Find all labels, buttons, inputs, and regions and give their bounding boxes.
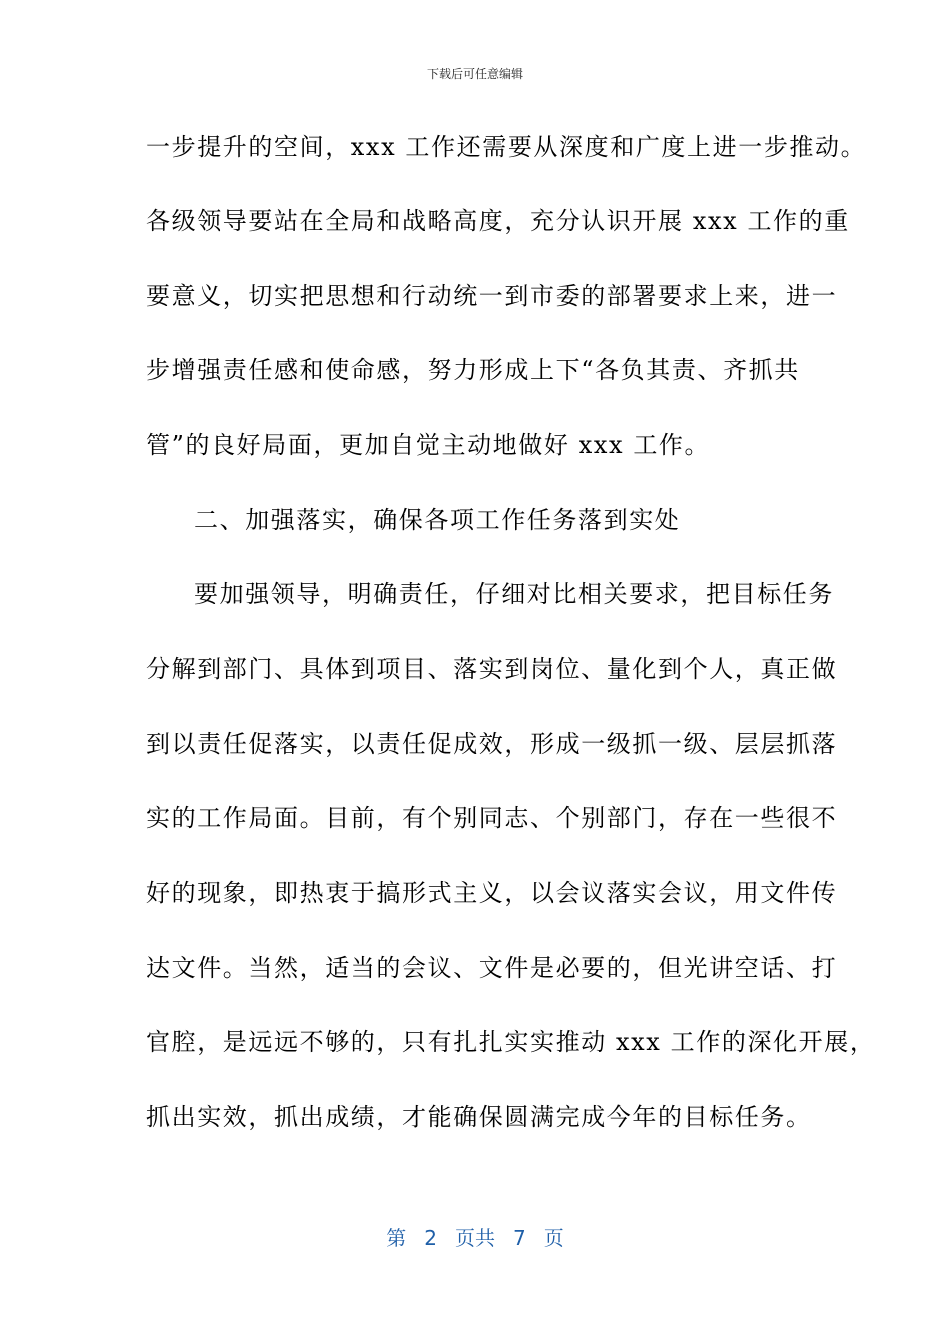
text-line: 实的工作局面。目前，有个别同志、个别部门，存在一些很不 bbox=[146, 804, 838, 832]
text-line: 管”的良好局面，更加自觉主动地做好 xxx 工作。 bbox=[146, 431, 711, 459]
header-note: 下载后可任意编辑 bbox=[426, 67, 523, 81]
text-line: 到以责任促落实，以责任促成效，形成一级抓一级、层层抓落 bbox=[146, 730, 838, 758]
text-line: 要意义，切实把思想和行动统一到市委的部署要求上来，进一 bbox=[146, 282, 838, 310]
text-line: 各级领导要站在全局和战略高度，充分认识开展 xxx 工作的重 bbox=[146, 207, 850, 235]
total-page-count: 7 bbox=[513, 1226, 526, 1250]
text-line: 官腔，是远远不够的，只有扎扎实实推动 xxx 工作的深化开展， bbox=[146, 1028, 876, 1056]
text-line: 好的现象，即热衷于搞形式主义，以会议落实会议，用文件传 bbox=[146, 879, 838, 907]
text-line: 步增强责任感和使命感，努力形成上下“各负其责、齐抓共 bbox=[146, 356, 800, 384]
text-line: 达文件。当然，适当的会议、文件是必要的，但光讲空话、打 bbox=[146, 954, 838, 982]
page-number-footer bbox=[0, 1224, 950, 1252]
text-line: 抓出实效，抓出成绩，才能确保圆满完成今年的目标任务。 bbox=[146, 1103, 812, 1131]
section-heading: 二、加强落实，确保各项工作任务落到实处 bbox=[194, 506, 681, 534]
text-line: 分解到部门、具体到项目、落实到岗位、量化到个人，真正做 bbox=[146, 655, 838, 683]
text-line: 一步提升的空间，xxx 工作还需要从深度和广度上进一步推动。 bbox=[146, 133, 867, 161]
current-page-number: 2 bbox=[424, 1226, 437, 1250]
footer-middle: 页共 bbox=[455, 1226, 495, 1250]
text-line: 要加强领导，明确责任，仔细对比相关要求，把目标任务 bbox=[194, 580, 834, 608]
footer-suffix: 页 bbox=[543, 1226, 564, 1250]
footer-prefix: 第 bbox=[386, 1226, 407, 1250]
